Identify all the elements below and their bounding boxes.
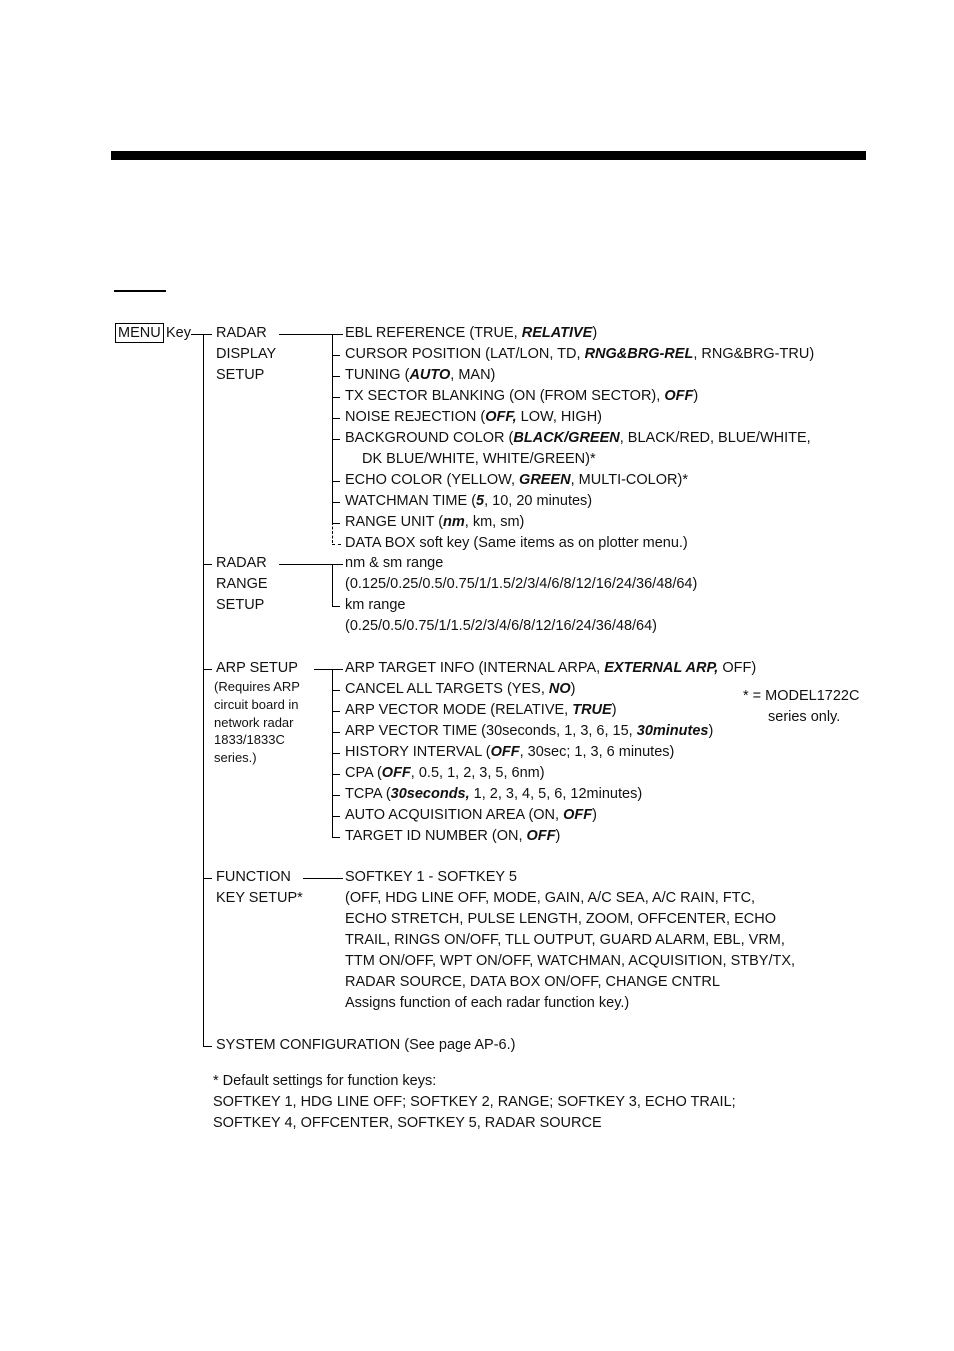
default-value: 30seconds, bbox=[390, 786, 470, 802]
arp-requirement-note-line: 1833/1833C bbox=[214, 732, 285, 748]
option-text: ARP VECTOR MODE (RELATIVE, bbox=[345, 702, 573, 718]
default-value: OFF bbox=[381, 765, 411, 781]
option-text: HISTORY INTERVAL ( bbox=[345, 744, 491, 760]
radar-display-label-line: DISPLAY bbox=[216, 346, 277, 362]
option-text: , 0.5, 1, 2, 3, 5, 6nm) bbox=[410, 765, 545, 781]
function-key-option-line: TRAIL, RINGS ON/OFF, TLL OUTPUT, GUARD ALARM, EBL, VRM, bbox=[345, 932, 785, 948]
option-text: WATCHMAN TIME ( bbox=[345, 493, 477, 509]
default-value: RELATIVE bbox=[521, 325, 593, 341]
default-value: 5 bbox=[476, 493, 485, 509]
rd-trunk-dashed bbox=[332, 522, 333, 543]
function-key-option-line: Assigns function of each radar function key.) bbox=[345, 995, 630, 1011]
option-text: , 30sec; 1, 3, 6 minutes) bbox=[519, 744, 675, 760]
branch-radar-display bbox=[203, 334, 212, 335]
radar-range-option: (0.25/0.5/0.75/1/1.5/2/3/4/6/8/12/16/24/36/48/64) bbox=[345, 618, 657, 634]
default-value: nm bbox=[443, 514, 465, 530]
function-key-label-line: KEY SETUP* bbox=[216, 890, 303, 906]
default-value: NO bbox=[548, 681, 571, 697]
rr-connector bbox=[279, 564, 343, 565]
option-text: BACKGROUND COLOR ( bbox=[345, 430, 514, 446]
option-tick bbox=[332, 816, 340, 817]
function-key-option-line: TTM ON/OFF, WPT ON/OFF, WATCHMAN, ACQUISITION, STBY/TX, bbox=[345, 953, 796, 969]
arp-option bbox=[345, 700, 617, 721]
option-text: LOW, HIGH) bbox=[516, 409, 603, 425]
option-tick bbox=[332, 355, 340, 356]
default-value: EXTERNAL ARP, bbox=[604, 660, 719, 676]
arp-option bbox=[345, 742, 674, 763]
option-tick bbox=[332, 502, 340, 503]
option-tick bbox=[332, 753, 340, 754]
radar-range-label-line: RANGE bbox=[216, 576, 268, 592]
radar-display-label-line: RADAR bbox=[216, 325, 267, 341]
radar-display-option bbox=[345, 386, 698, 407]
default-value: OFF bbox=[526, 828, 556, 844]
option-tick bbox=[332, 690, 340, 691]
branch-arp bbox=[203, 669, 212, 670]
function-key-option-line: ECHO STRETCH, PULSE LENGTH, ZOOM, OFFCENTER, ECHO bbox=[345, 911, 777, 927]
option-tick bbox=[332, 732, 340, 733]
option-text: RANGE UNIT ( bbox=[345, 514, 444, 530]
option-text: TCPA ( bbox=[345, 786, 391, 802]
option-tick bbox=[332, 837, 340, 838]
option-text: OFF) bbox=[718, 660, 757, 676]
radar-range-option: (0.125/0.25/0.5/0.75/1/1.5/2/3/4/6/8/12/16/24/36/48/64) bbox=[345, 576, 698, 592]
arp-option bbox=[345, 679, 575, 700]
function-key-option-line: RADAR SOURCE, DATA BOX ON/OFF, CHANGE CNTRL bbox=[345, 974, 720, 990]
arp-option bbox=[345, 763, 545, 784]
option-text: TUNING ( bbox=[345, 367, 410, 383]
option-text: ) bbox=[555, 828, 561, 844]
arp-requirement-note-line: circuit board in bbox=[214, 696, 299, 712]
function-key-label-line: FUNCTION bbox=[216, 869, 291, 885]
section-underline bbox=[114, 290, 166, 292]
footnote-line: * Default settings for function keys: bbox=[213, 1073, 437, 1089]
option-text: , BLACK/RED, BLUE/WHITE, bbox=[619, 430, 811, 446]
option-tick bbox=[332, 523, 340, 524]
default-value: BLACK/GREEN bbox=[513, 430, 620, 446]
radar-display-option bbox=[345, 428, 811, 449]
main-trunk bbox=[203, 334, 204, 1046]
radar-display-option bbox=[345, 512, 524, 533]
option-text: , MAN) bbox=[450, 367, 496, 383]
option-text: , MULTI-COLOR)* bbox=[570, 472, 688, 488]
option-text: AUTO ACQUISITION AREA (ON, bbox=[345, 807, 564, 823]
menu-key-box: MENU bbox=[115, 323, 164, 343]
option-text: CANCEL ALL TARGETS (YES, bbox=[345, 681, 549, 697]
option-tick bbox=[332, 481, 340, 482]
radar-range-label-line: SETUP bbox=[216, 597, 265, 613]
radar-range-label-line: RADAR bbox=[216, 555, 267, 571]
option-text: , km, sm) bbox=[464, 514, 525, 530]
option-tick bbox=[332, 418, 340, 419]
option-tick bbox=[332, 795, 340, 796]
radar-display-option bbox=[345, 344, 814, 365]
default-value: AUTO bbox=[409, 367, 451, 383]
radar-display-option bbox=[362, 449, 596, 470]
option-text: ) bbox=[611, 702, 617, 718]
option-text: 1, 2, 3, 4, 5, 6, 12minutes) bbox=[469, 786, 643, 802]
arp-connector bbox=[314, 669, 343, 670]
option-text: CURSOR POSITION (LAT/LON, TD, bbox=[345, 346, 585, 362]
menu-key-suffix: Key bbox=[166, 325, 191, 341]
option-tick bbox=[332, 774, 340, 775]
arp-setup-label: ARP SETUP bbox=[216, 660, 298, 676]
default-value: GREEN bbox=[519, 472, 571, 488]
footnote-line: SOFTKEY 4, OFFCENTER, SOFTKEY 5, RADAR SOURCE bbox=[213, 1115, 602, 1131]
option-text: DATA BOX soft key (Same items as on plotter menu.) bbox=[345, 535, 688, 551]
header-rule bbox=[111, 151, 866, 160]
model-note-line: * = MODEL1722C bbox=[743, 688, 860, 704]
arp-requirement-note-line: network radar bbox=[214, 714, 294, 730]
radar-range-option: nm & sm range bbox=[345, 555, 444, 571]
option-tick-dashed bbox=[332, 544, 341, 545]
default-value: OFF bbox=[563, 807, 593, 823]
option-text: ) bbox=[570, 681, 576, 697]
rr-trunk bbox=[332, 564, 333, 606]
option-tick bbox=[332, 711, 340, 712]
option-tick bbox=[332, 334, 340, 335]
model-note-line: series only. bbox=[768, 709, 841, 725]
option-text: EBL REFERENCE (TRUE, bbox=[345, 325, 522, 341]
arp-option bbox=[345, 784, 642, 805]
default-value: 30minutes bbox=[636, 723, 709, 739]
rr-tick-km bbox=[332, 606, 340, 607]
arp-requirement-note-line: (Requires ARP bbox=[214, 679, 300, 694]
radar-display-option bbox=[345, 470, 688, 491]
arp-option bbox=[345, 658, 756, 679]
option-tick bbox=[332, 397, 340, 398]
option-tick bbox=[332, 376, 340, 377]
option-text: ECHO COLOR (YELLOW, bbox=[345, 472, 520, 488]
option-text: TARGET ID NUMBER (ON, bbox=[345, 828, 527, 844]
default-value: OFF, bbox=[485, 409, 517, 425]
option-text: ) bbox=[693, 388, 699, 404]
option-text: TX SECTOR BLANKING (ON (FROM SECTOR), bbox=[345, 388, 665, 404]
option-text: , 10, 20 minutes) bbox=[484, 493, 593, 509]
system-configuration-item: SYSTEM CONFIGURATION (See page AP-6.) bbox=[216, 1037, 516, 1053]
option-text: , RNG&BRG-TRU) bbox=[693, 346, 815, 362]
option-text: NOISE REJECTION ( bbox=[345, 409, 486, 425]
radar-display-option bbox=[345, 323, 597, 344]
function-key-option-line: SOFTKEY 1 - SOFTKEY 5 bbox=[345, 869, 517, 885]
option-text: ) bbox=[708, 723, 714, 739]
footnote-line: SOFTKEY 1, HDG LINE OFF; SOFTKEY 2, RANGE; SOFTKEY 3, ECHO TRAIL; bbox=[213, 1094, 736, 1110]
branch-function bbox=[203, 878, 212, 879]
radar-display-option bbox=[345, 407, 602, 428]
default-value: RNG&BRG-REL bbox=[584, 346, 694, 362]
option-text: ) bbox=[592, 325, 598, 341]
radar-display-option bbox=[345, 491, 592, 512]
default-value: TRUE bbox=[572, 702, 612, 718]
option-text: ARP VECTOR TIME (30seconds, 1, 3, 6, 15, bbox=[345, 723, 637, 739]
branch-radar-range bbox=[203, 564, 212, 565]
option-tick bbox=[332, 439, 340, 440]
arp-option bbox=[345, 805, 597, 826]
menu-connector bbox=[191, 334, 203, 335]
radar-display-option bbox=[345, 365, 495, 386]
option-text: ) bbox=[592, 807, 597, 823]
radar-range-option: km range bbox=[345, 597, 406, 613]
radar-display-label-line: SETUP bbox=[216, 367, 265, 383]
option-text: ARP TARGET INFO (INTERNAL ARPA, bbox=[345, 660, 605, 676]
option-text: DK BLUE/WHITE, WHITE/GREEN)* bbox=[362, 451, 596, 467]
arp-option bbox=[345, 826, 560, 847]
branch-system bbox=[203, 1046, 212, 1047]
fk-connector bbox=[303, 878, 343, 879]
function-key-option-line: (OFF, HDG LINE OFF, MODE, GAIN, A/C SEA, A/C RAIN, FTC, bbox=[345, 890, 756, 906]
arp-option bbox=[345, 721, 713, 742]
radar-display-option bbox=[345, 533, 688, 554]
option-text: CPA ( bbox=[345, 765, 382, 781]
default-value: OFF bbox=[490, 744, 520, 760]
arp-requirement-note-line: series.) bbox=[214, 750, 257, 766]
default-value: OFF bbox=[664, 388, 694, 404]
rd-trunk bbox=[332, 334, 333, 522]
